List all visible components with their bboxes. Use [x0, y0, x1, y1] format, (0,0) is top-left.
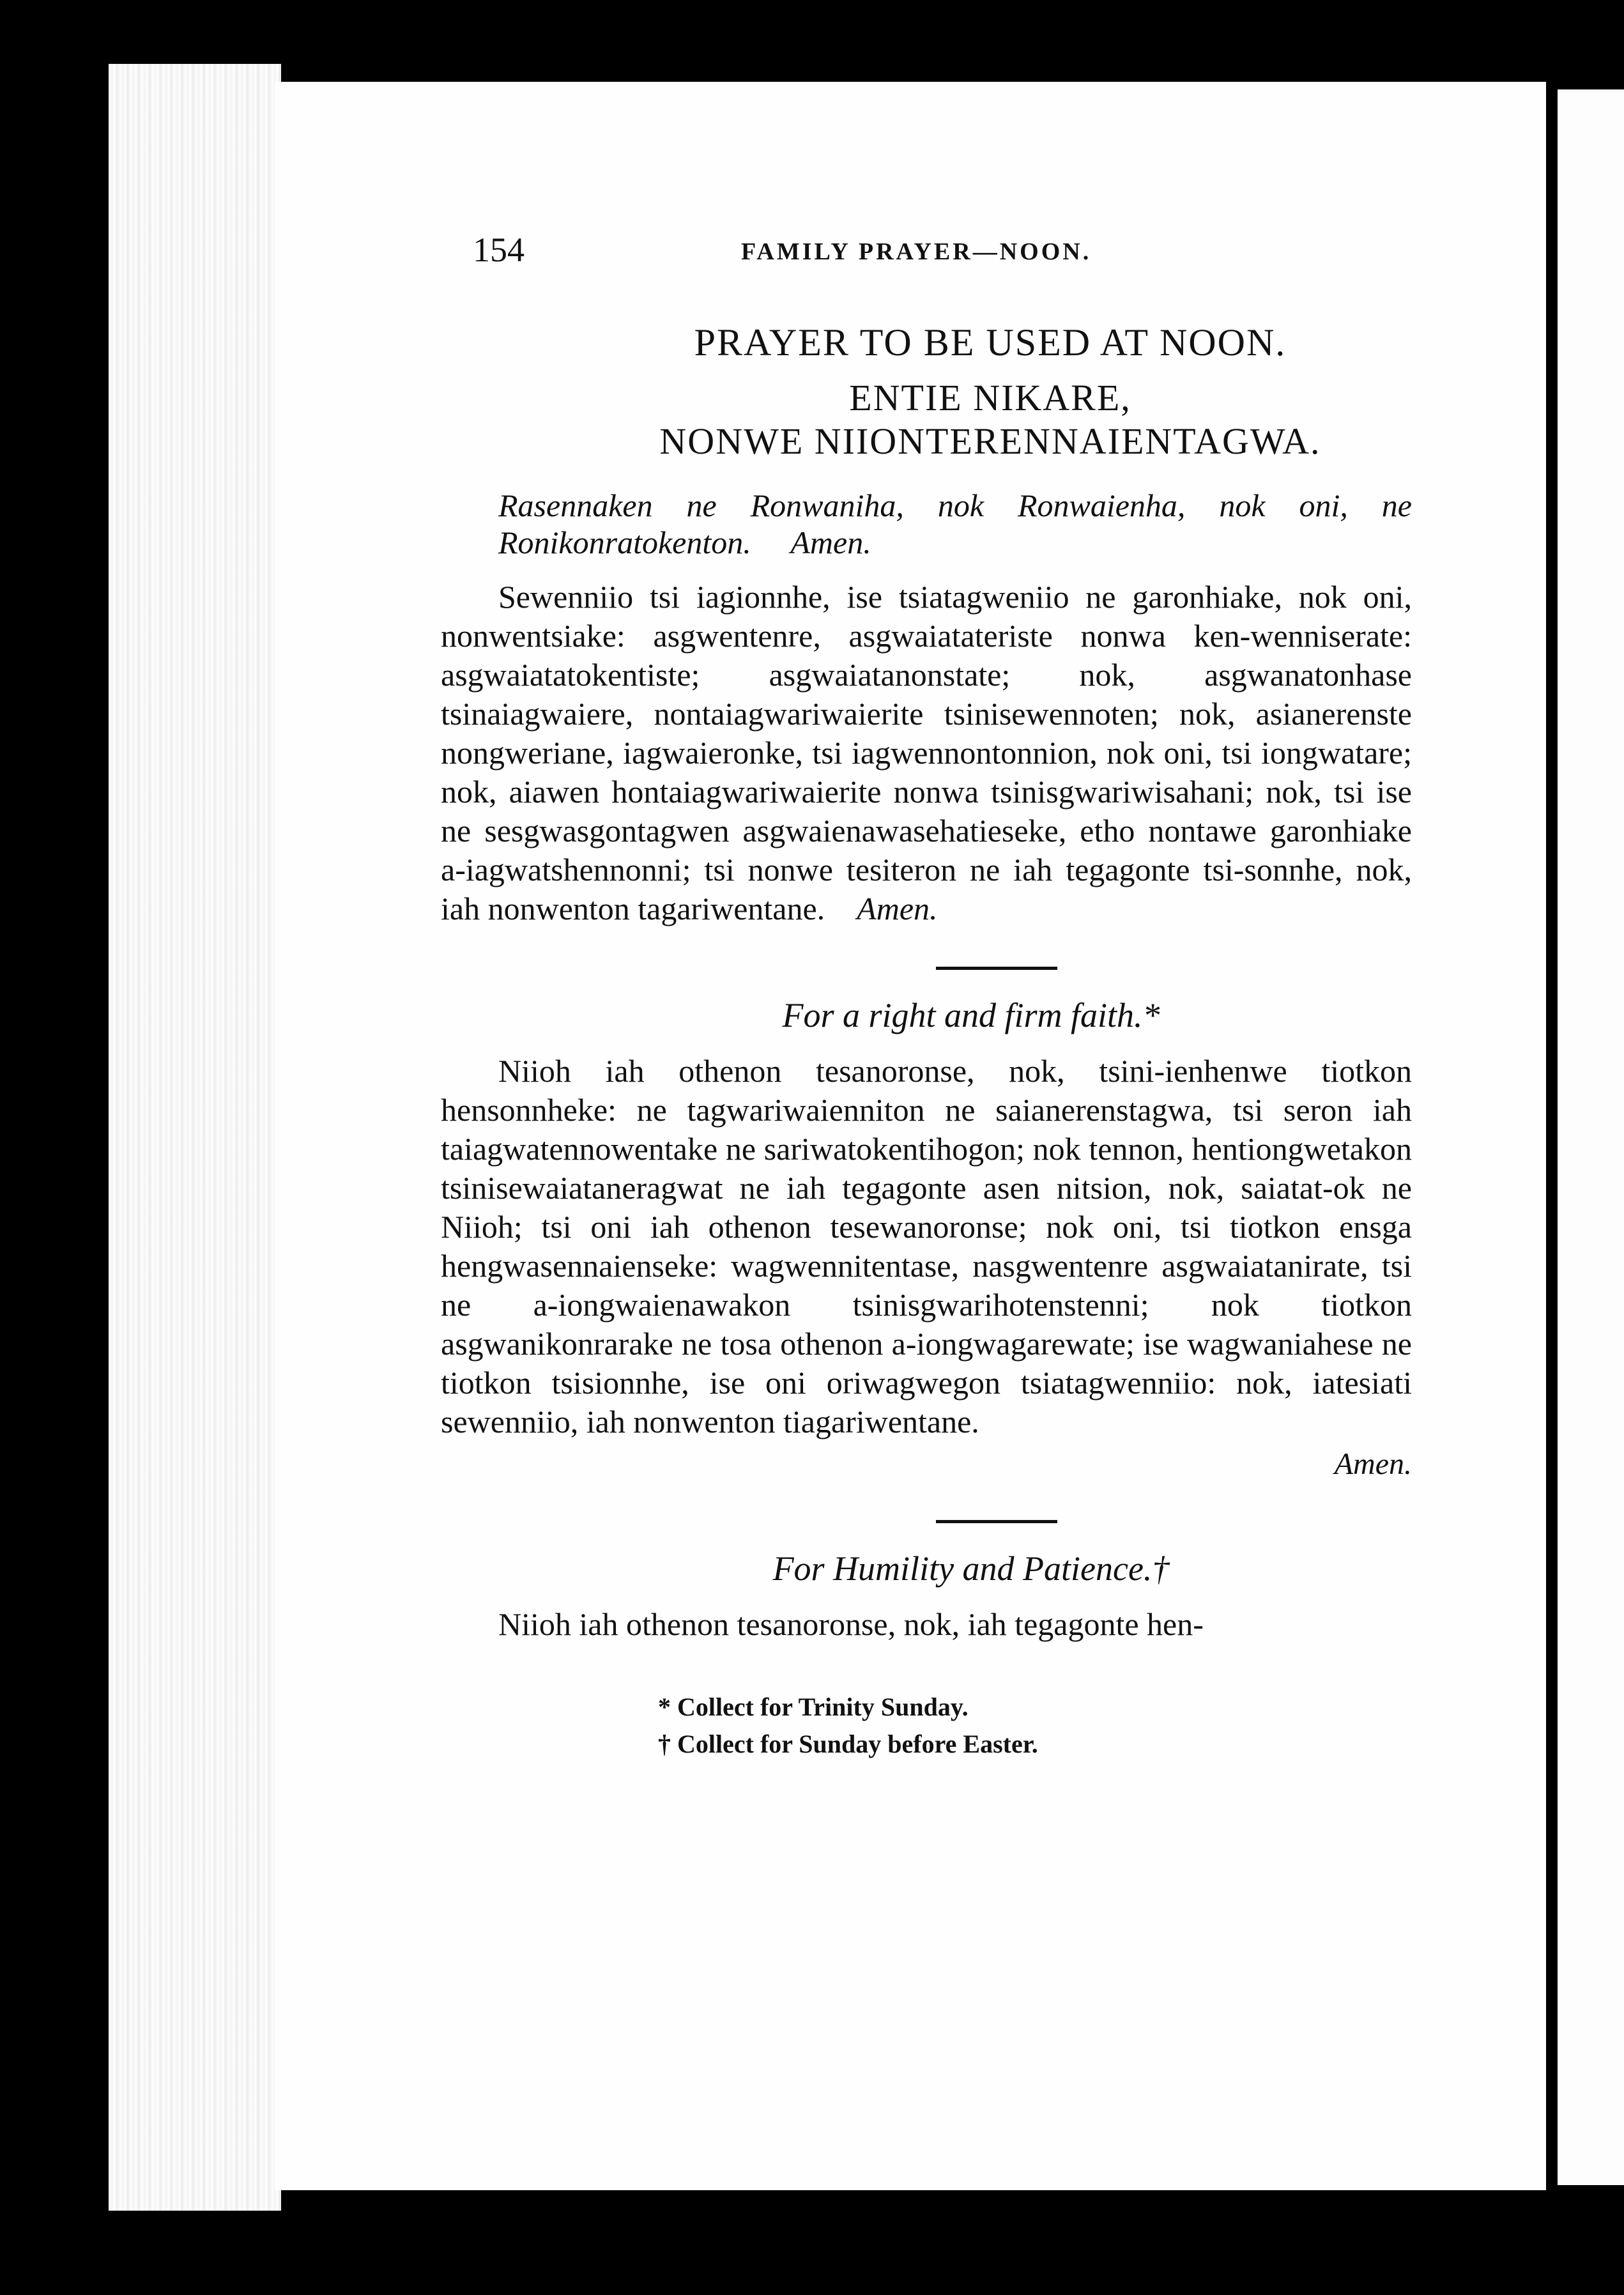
heading-english: PRAYER TO BE USED AT NOON.: [694, 321, 1287, 364]
section-title-faith: For a right and firm faith.*: [782, 995, 1160, 1034]
section-divider: [936, 1520, 1057, 1523]
prayer-faith: Niioh iah othenon tesanoronse, nok, tsini-ienhenwe tiotkon hensonnheke: ne tagwariwaienniton ne saianerenstagwa, tsi seron iah taiagwatennowentake ne sariwatokentihogon; nok tennon, hentiongwetakon tsinisewaiataneragwat ne iah tegagonte asen nitsion, nok, saiatat-ok ne Niioh; tsi oni iah othenon tesewanoronse; nok oni, tsi tiotkon ensga hengwasennaienseke: wagwennitentase, nasgwentenre asgwaiatanirate, tsi ne a-iongwaienawakon tsinisgwarihotenstenni; nok tiotkon asgwanikonrarake ne tosa othenon a-iongwagarewate; ise wagwaniahese ne tiotkon tsisionnhe, ise oni oriwagwegon tsiatagwenniio: nok, iatesiati sewenniio, iah nonwenton tiagariwentane.: [441, 1052, 1412, 1439]
page-content: [441, 230, 1412, 1763]
prayer-noon-text: Sewenniio tsi iagionnhe, ise tsiatagweniio ne garonhiake, nok oni, nonwentsiake: asgwentenre, asgwaiatateriste nonwa ken-wenniserate: asgwaiatatokentiste; asgwaiatanonstate; nok, asgwanatonhase tsinaiagwaiere, nontaiagwariwaierite tsinisewennoten; nok, asianerenste nongweriane, iagwaieronke, tsi iagwennontonnion, nok oni, tsi iongwatare; nok, aiawen hontaiagwariwaierite nonwa tsinisgwariwisahani; nok, tsi ise ne sesgwasgontagwen asgwaienawasehatieseke, etho nontawe garonhiake a-iagwatshennonni; tsi nonwe tesiteron ne iah tegagonte tsi-sonnhe, nok, iah nonwenton tagariwentane.: [441, 578, 1412, 926]
page-number: 154: [473, 231, 525, 269]
heading-mohawk-line2: NONWE NIIONTERENNAIENTAGWA.: [659, 420, 1321, 463]
facing-page-edge: [1558, 89, 1624, 2185]
heading-mohawk-line1: ENTIE NIKARE,: [849, 377, 1131, 418]
footnote-trinity: * Collect for Trinity Sunday.: [658, 1692, 969, 1721]
invocation: [441, 487, 1412, 561]
page-stack-edge: [109, 64, 281, 2211]
page-gutter-shadow: [1546, 82, 1558, 2190]
running-title: FAMILY PRAYER—NOON.: [741, 238, 1092, 265]
prayer-humility: Niioh iah othenon tesanoronse, nok, iah tegagonte hen-: [498, 1606, 1204, 1642]
footnotes: [441, 1689, 1412, 1763]
footnote-easter: † Collect for Sunday before Easter.: [658, 1729, 1038, 1758]
prayer-noon: [441, 578, 1412, 928]
section-divider: [936, 967, 1057, 970]
heading-mohawk: [441, 376, 1412, 464]
running-head: [441, 230, 1412, 275]
prayer-faith-amen: Amen.: [1334, 1447, 1412, 1481]
prayer-noon-amen: Amen.: [857, 890, 938, 926]
section-title-humility: For Humility and Patience.†: [772, 1549, 1170, 1588]
invocation-amen: Amen.: [790, 524, 871, 560]
invocation-text: Rasennaken ne Ronwaniha, nok Ronwaienha, nok oni, ne Ronikonratokenton.: [498, 487, 1412, 560]
